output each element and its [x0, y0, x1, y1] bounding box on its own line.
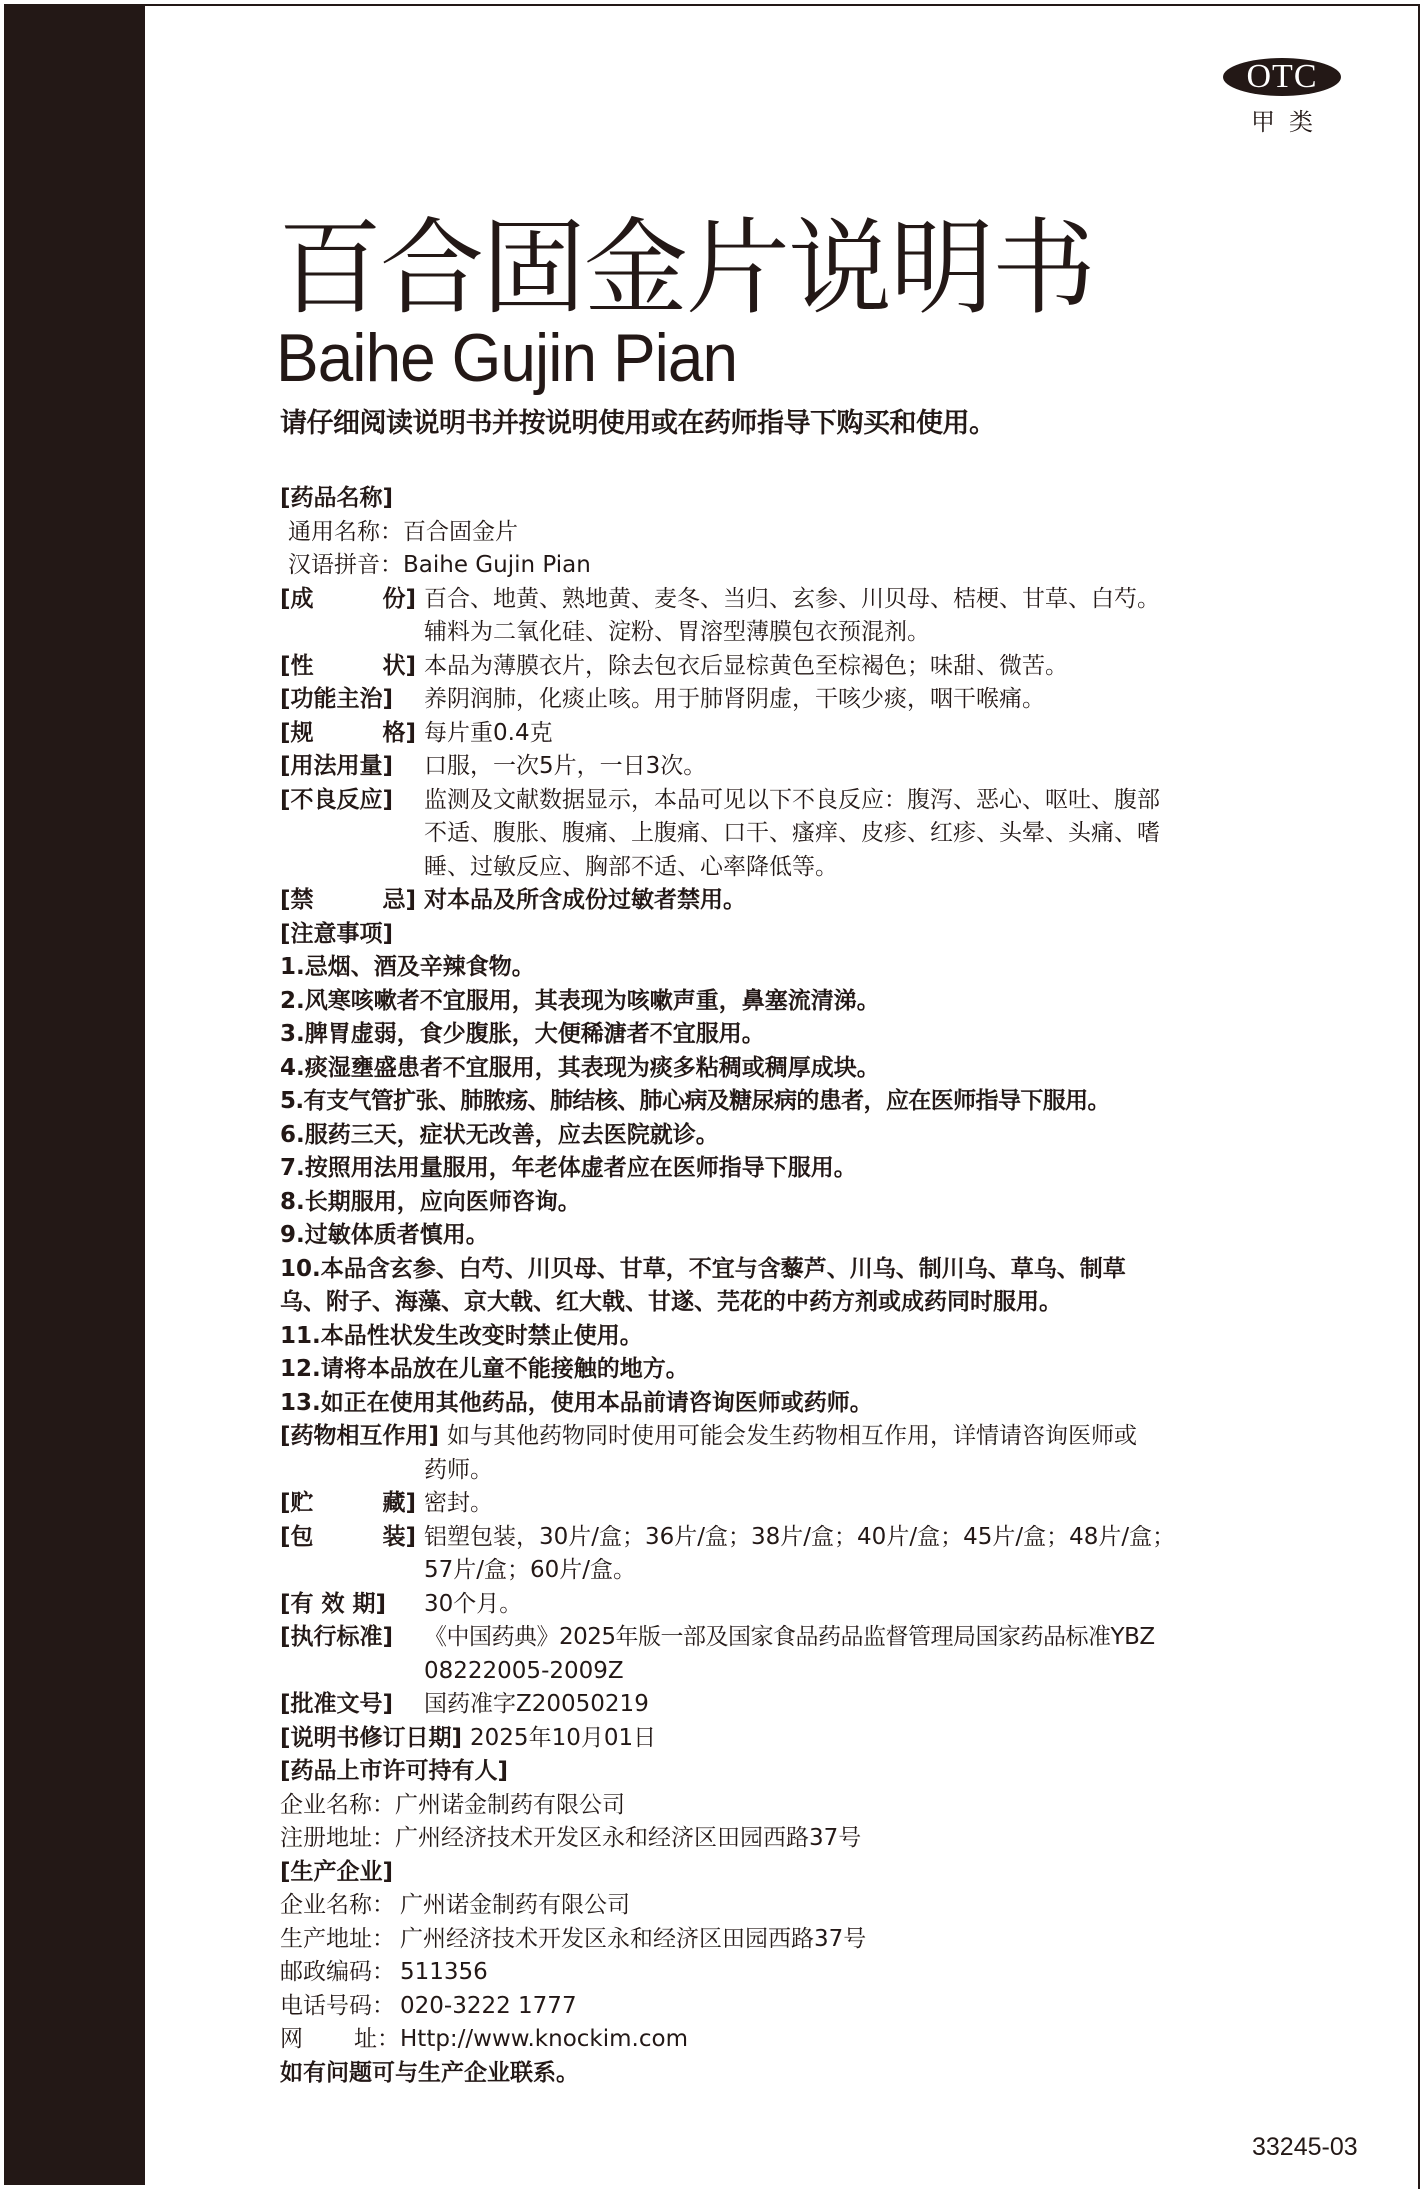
phone-value: 020-3222 1777	[400, 1992, 577, 2019]
ingredients-row	[280, 583, 1340, 617]
manufacturer-name-row	[280, 1889, 1340, 1923]
label-part: 装]	[382, 1523, 416, 1550]
contraindications-row	[280, 884, 1340, 918]
section-heading-mah: [药品上市许可持有人]	[280, 1758, 509, 1784]
adverse-reactions-value: 监测及文献数据显示，本品可见以下不良反应：腹泻、恶心、呕吐、腹部	[424, 786, 1160, 813]
approval-label: [批准文号]	[280, 1691, 394, 1717]
specification-row	[280, 717, 1340, 751]
interactions-value: 如与其他药物同时使用可能会发生药物相互作用，详情请咨询医师或	[447, 1423, 1138, 1449]
mah-address-label: 注册地址：	[280, 1825, 395, 1851]
properties-row	[280, 650, 1340, 684]
precaution-item: 2.风寒咳嗽者不宜服用，其表现为咳嗽声重，鼻塞流清涕。	[280, 987, 880, 1014]
excipients-line: 辅料为二氧化硅、淀粉、胃溶型薄膜包衣预混剂。	[424, 619, 930, 645]
shelf-life-label: [有 效 期]	[280, 1590, 387, 1617]
approval-number: 国药准字Z20050219	[424, 1691, 649, 1717]
label-part: [成	[280, 585, 314, 612]
phone-label: 电话号码：	[280, 1992, 395, 2019]
adverse-reactions-row	[280, 784, 1340, 818]
revision-date-row	[280, 1722, 1340, 1756]
dosage-label: [用法用量]	[280, 753, 394, 779]
adverse-reactions-label: [不良反应]	[280, 786, 394, 813]
precaution-item: 6.服药三天，症状无改善，应去医院就诊。	[280, 1121, 719, 1148]
packaging-value: 铝塑包装，30片/盒；36片/盒；38片/盒；40片/盒；45片/盒；48片/盒；	[424, 1523, 1176, 1550]
label-part: 忌]	[382, 887, 416, 913]
label-part: 藏]	[382, 1490, 416, 1516]
mah-name-row	[280, 1789, 1340, 1823]
phone-row	[280, 1990, 1340, 2024]
contact-note: 如有问题可与生产企业联系。	[280, 2059, 579, 2086]
contraindications-label	[280, 884, 416, 918]
side-color-bar	[4, 4, 145, 2185]
standard-row	[280, 1621, 1340, 1655]
pinyin-name-value: Baihe Gujin Pian	[403, 552, 591, 578]
generic-name-value: 百合固金片	[403, 518, 518, 545]
precaution-item-continued: 乌、附子、海藻、京大戟、红大戟、甘遂、芫花的中药方剂或成药同时服用。	[280, 1289, 1062, 1315]
website-row	[280, 2023, 1340, 2057]
manufacturer-name-value: 广州诺金制药有限公司	[400, 1892, 630, 1918]
document-title: 百合固金片说明书	[278, 207, 1095, 329]
storage-label	[280, 1487, 416, 1521]
mah-name-value: 广州诺金制药有限公司	[395, 1791, 625, 1818]
revision-date-label: [说明书修订日期]	[280, 1724, 463, 1751]
storage-row	[280, 1487, 1340, 1521]
label-part: [性	[280, 652, 314, 679]
section-heading-manufacturer: [生产企业]	[280, 1858, 394, 1885]
packaging-row	[280, 1521, 1340, 1555]
label-part: [贮	[280, 1490, 314, 1516]
otc-badge	[1222, 58, 1342, 136]
label-part: 格]	[382, 719, 416, 746]
generic-name-row	[280, 516, 1340, 550]
shelf-life-row	[280, 1588, 1340, 1622]
contraindications-value: 对本品及所含成份过敏者禁用。	[424, 887, 746, 913]
label-part: 网	[280, 2026, 303, 2052]
label-part: [规	[280, 719, 314, 746]
reading-instruction: 请仔细阅读说明书并按说明使用或在药师指导下购买和使用。	[280, 408, 996, 439]
adverse-reactions-line-2: 不适、腹胀、腹痛、上腹痛、口干、瘙痒、皮疹、红疹、头晕、头痛、嗜	[424, 820, 1160, 846]
properties-value: 本品为薄膜衣片，除去包衣后显棕黄色至棕褐色；味甜、微苦。	[424, 652, 1068, 679]
manufacturer-address-label: 生产地址：	[280, 1925, 395, 1952]
precaution-item: 12.请将本品放在儿童不能接触的地方。	[280, 1356, 689, 1382]
precaution-item: 9.过敏体质者慎用。	[280, 1222, 489, 1248]
mah-name-label: 企业名称：	[280, 1791, 395, 1818]
dosage-row	[280, 750, 1340, 784]
standard-value: 《中国药典》2025年版一部及国家食品药品监督管理局国家药品标准YBZ	[424, 1624, 1155, 1650]
postcode-label: 邮政编码：	[280, 1959, 395, 1985]
indications-label: [功能主治]	[280, 686, 394, 712]
otc-class-label: 甲类	[1251, 108, 1327, 136]
precaution-item: 8.长期服用，应向医师咨询。	[280, 1188, 581, 1215]
ingredients-label	[280, 583, 416, 617]
postcode-value: 511356	[400, 1959, 488, 1985]
otc-logo-icon: OTC	[1223, 58, 1341, 96]
interactions-row	[280, 1420, 1340, 1454]
standard-line-2: 08222005-2009Z	[424, 1657, 624, 1684]
adverse-reactions-line-3: 睡、过敏反应、胸部不适、心率降低等。	[424, 853, 838, 880]
properties-label	[280, 650, 416, 684]
precaution-item: 1.忌烟、酒及辛辣食物。	[280, 954, 535, 980]
label-part: 份]	[382, 585, 416, 612]
specification-value: 每片重0.4克	[424, 719, 553, 746]
manufacturer-name-label: 企业名称：	[280, 1892, 395, 1918]
ingredients-value: 百合、地黄、熟地黄、麦冬、当归、玄参、川贝母、桔梗、甘草、白芍。	[424, 585, 1160, 612]
precaution-item: 5.有支气管扩张、肺脓疡、肺结核、肺心病及糖尿病的患者，应在医师指导下服用。	[280, 1088, 1110, 1114]
interactions-label: [药物相互作用]	[280, 1423, 440, 1449]
revision-date-value: 2025年10月01日	[470, 1724, 657, 1751]
label-part: 状]	[382, 652, 416, 679]
website-label	[280, 2023, 400, 2057]
indications-value: 养阴润肺，化痰止咳。用于肺肾阴虚，干咳少痰，咽干喉痛。	[424, 686, 1045, 712]
label-part: [包	[280, 1523, 314, 1550]
packaging-line-2: 57片/盒；60片/盒。	[424, 1557, 637, 1583]
precaution-item: 10.本品含玄参、白芍、川贝母、甘草，不宜与含藜芦、川乌、制川乌、草乌、制草	[280, 1255, 1126, 1282]
precaution-item: 7.按照用法用量服用，年老体虚者应在医师指导下服用。	[280, 1155, 857, 1181]
postcode-row	[280, 1956, 1340, 1990]
manufacturer-address-value: 广州经济技术开发区永和经济区田园西路37号	[400, 1925, 867, 1952]
precaution-item: 13.如正在使用其他药品，使用本品前请咨询医师或药师。	[280, 1389, 873, 1416]
manufacturer-address-row	[280, 1923, 1340, 1957]
interactions-line-2: 药师。	[424, 1456, 493, 1483]
label-part: 址：	[354, 2026, 400, 2052]
document-title-pinyin: Baihe Gujin Pian	[276, 320, 738, 396]
dosage-value: 口服，一次5片，一日3次。	[424, 753, 707, 779]
section-heading-drug-name: [药品名称]	[280, 485, 394, 511]
shelf-life-value: 30个月。	[424, 1590, 523, 1617]
storage-value: 密封。	[424, 1490, 493, 1516]
section-heading-precautions: [注意事项]	[280, 920, 394, 947]
leaflet-body	[280, 482, 1340, 2090]
pinyin-name-label: 汉语拼音：	[288, 552, 403, 578]
indications-row	[280, 683, 1340, 717]
packaging-label	[280, 1521, 416, 1555]
precaution-item: 4.痰湿壅盛患者不宜服用，其表现为痰多粘稠或稠厚成块。	[280, 1054, 880, 1081]
generic-name-label: 通用名称：	[288, 518, 403, 545]
precaution-item: 11.本品性状发生改变时禁止使用。	[280, 1322, 643, 1349]
specification-label	[280, 717, 416, 751]
pinyin-name-row	[280, 549, 1340, 583]
label-part: [禁	[280, 887, 314, 913]
approval-row	[280, 1688, 1340, 1722]
mah-address-row	[280, 1822, 1340, 1856]
document-code: 33245-03	[1252, 2133, 1358, 2161]
mah-address-value: 广州经济技术开发区永和经济区田园西路37号	[395, 1825, 862, 1851]
website-link[interactable]: Http://www.knockim.com	[400, 2026, 688, 2052]
precaution-item: 3.脾胃虚弱，食少腹胀，大便稀溏者不宜服用。	[280, 1021, 765, 1047]
standard-label: [执行标准]	[280, 1624, 394, 1650]
